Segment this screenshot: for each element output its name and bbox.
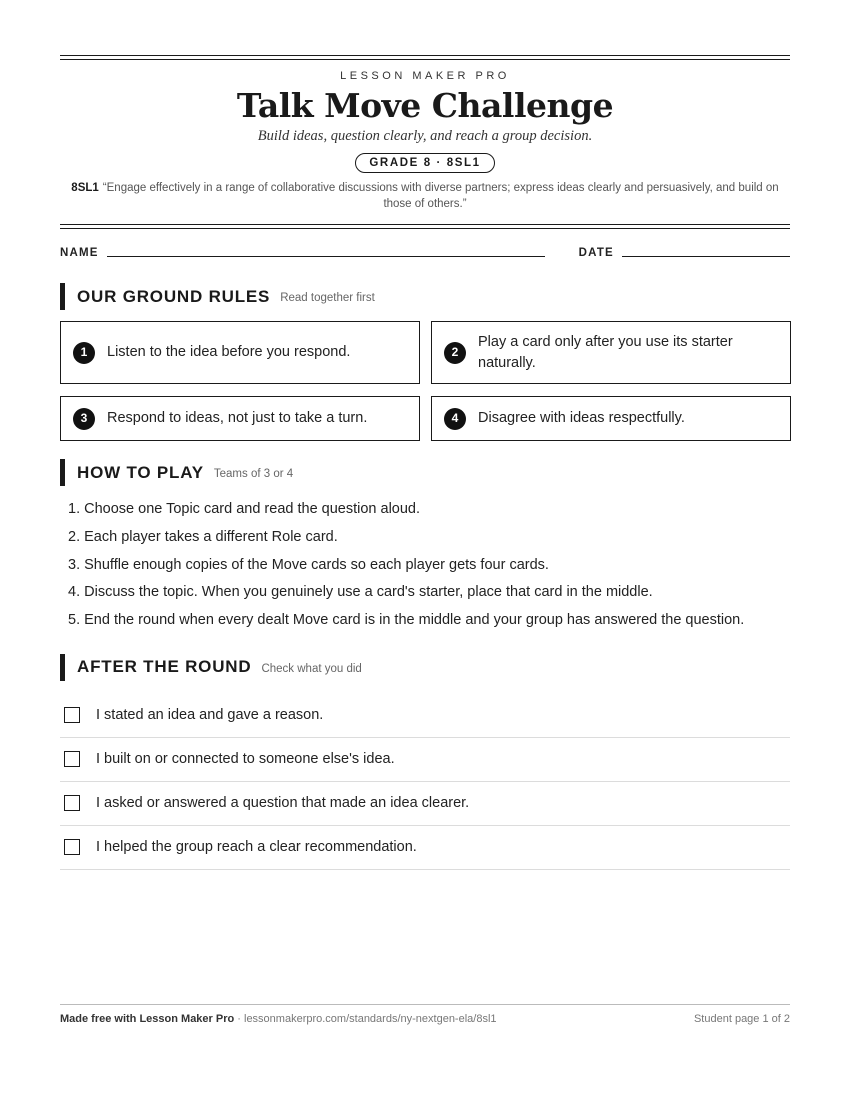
- checklist-item: [60, 782, 790, 826]
- rule-number-badge: 2: [444, 342, 466, 364]
- checklist-item: [60, 694, 790, 738]
- ground-rules-grid: [60, 321, 790, 441]
- checkbox[interactable]: [64, 795, 80, 811]
- standard-text: “Engage effectively in a range of collaborative discussions with diverse partners; express ideas clearly and persuasively, and build on those of others.”: [102, 182, 779, 210]
- checklist-text: I asked or answered a question that made an idea clearer.: [96, 795, 470, 812]
- step-item: 5. End the round when every dealt Move card is in the middle and your group has answered the question.: [68, 612, 745, 629]
- grade-badge: GRADE 8 · 8SL1: [355, 153, 494, 173]
- checkbox[interactable]: [64, 707, 80, 723]
- ground-rule-card: [60, 321, 420, 384]
- rule-text: Disagree with ideas respectfully.: [478, 410, 685, 426]
- rule-text: Listen to the idea before you respond.: [107, 344, 351, 360]
- section-title: OUR GROUND RULES: [77, 286, 271, 306]
- how-to-play-heading: [60, 459, 790, 486]
- step-item: 3. Shuffle enough copies of the Move cards so each player gets four cards.: [68, 556, 549, 573]
- checklist-text: I helped the group reach a clear recommendation.: [96, 839, 417, 856]
- rule-text: Respond to ideas, not just to take a turn.: [107, 410, 368, 426]
- section-title: AFTER THE ROUND: [77, 657, 252, 677]
- rule-number-badge: 3: [73, 408, 95, 430]
- page-subtitle: Build ideas, question clearly, and reach a group decision.: [257, 128, 593, 144]
- checkbox[interactable]: [64, 839, 80, 855]
- step-item: 1. Choose one Topic card and read the question aloud.: [68, 501, 421, 517]
- rule-number-badge: 4: [444, 408, 466, 430]
- reflection-checklist: [60, 694, 790, 870]
- step-item: 4. Discuss the topic. When you genuinely use a card's starter, place that card in the middle.: [68, 584, 653, 601]
- ground-rules-heading: [60, 283, 790, 310]
- checklist-text: I stated an idea and gave a reason.: [96, 707, 324, 724]
- footer-credit: [60, 1013, 497, 1025]
- page-title: Talk Move Challenge: [236, 86, 614, 125]
- after-round-heading: [60, 654, 790, 681]
- step-item: 2. Each player takes a different Role card.: [68, 528, 338, 545]
- checkbox[interactable]: [64, 751, 80, 767]
- ground-rule-card: [60, 396, 420, 441]
- section-note: Teams of 3 or 4: [213, 468, 294, 480]
- footer-page-number: Student page 1 of 2: [693, 1013, 790, 1025]
- header-divider: [60, 224, 790, 229]
- ground-rule-card: [431, 321, 791, 384]
- standard-statement: [60, 180, 790, 212]
- checklist-item: [60, 826, 790, 870]
- top-divider: [60, 55, 790, 60]
- page-footer: [60, 1004, 790, 1025]
- section-title: HOW TO PLAY: [77, 462, 204, 482]
- footer-url[interactable]: · lessonmakerpro.com/standards/ny-nextgen-ela/8sl1: [234, 1013, 497, 1025]
- rule-text: Play a card only after you use its starter naturally.: [478, 333, 733, 371]
- name-label: NAME: [60, 247, 99, 259]
- checklist-item: [60, 738, 790, 782]
- worksheet-page: [60, 55, 790, 870]
- how-to-play-steps: [60, 496, 790, 635]
- date-label: DATE: [578, 247, 614, 259]
- name-field[interactable]: [107, 255, 545, 257]
- brand-name: LESSON MAKER PRO: [340, 70, 510, 82]
- name-date-row: [60, 247, 790, 259]
- section-note: Check what you did: [261, 662, 362, 675]
- checklist-text: I built on or connected to someone else's idea.: [96, 751, 395, 768]
- date-field[interactable]: [622, 255, 790, 257]
- ground-rule-card: [431, 396, 791, 441]
- rule-number-badge: 1: [73, 342, 95, 364]
- section-note: Read together first: [280, 292, 375, 304]
- footer-made-with: Made free with Lesson Maker Pro: [60, 1013, 235, 1025]
- standard-code: 8SL1: [71, 182, 99, 194]
